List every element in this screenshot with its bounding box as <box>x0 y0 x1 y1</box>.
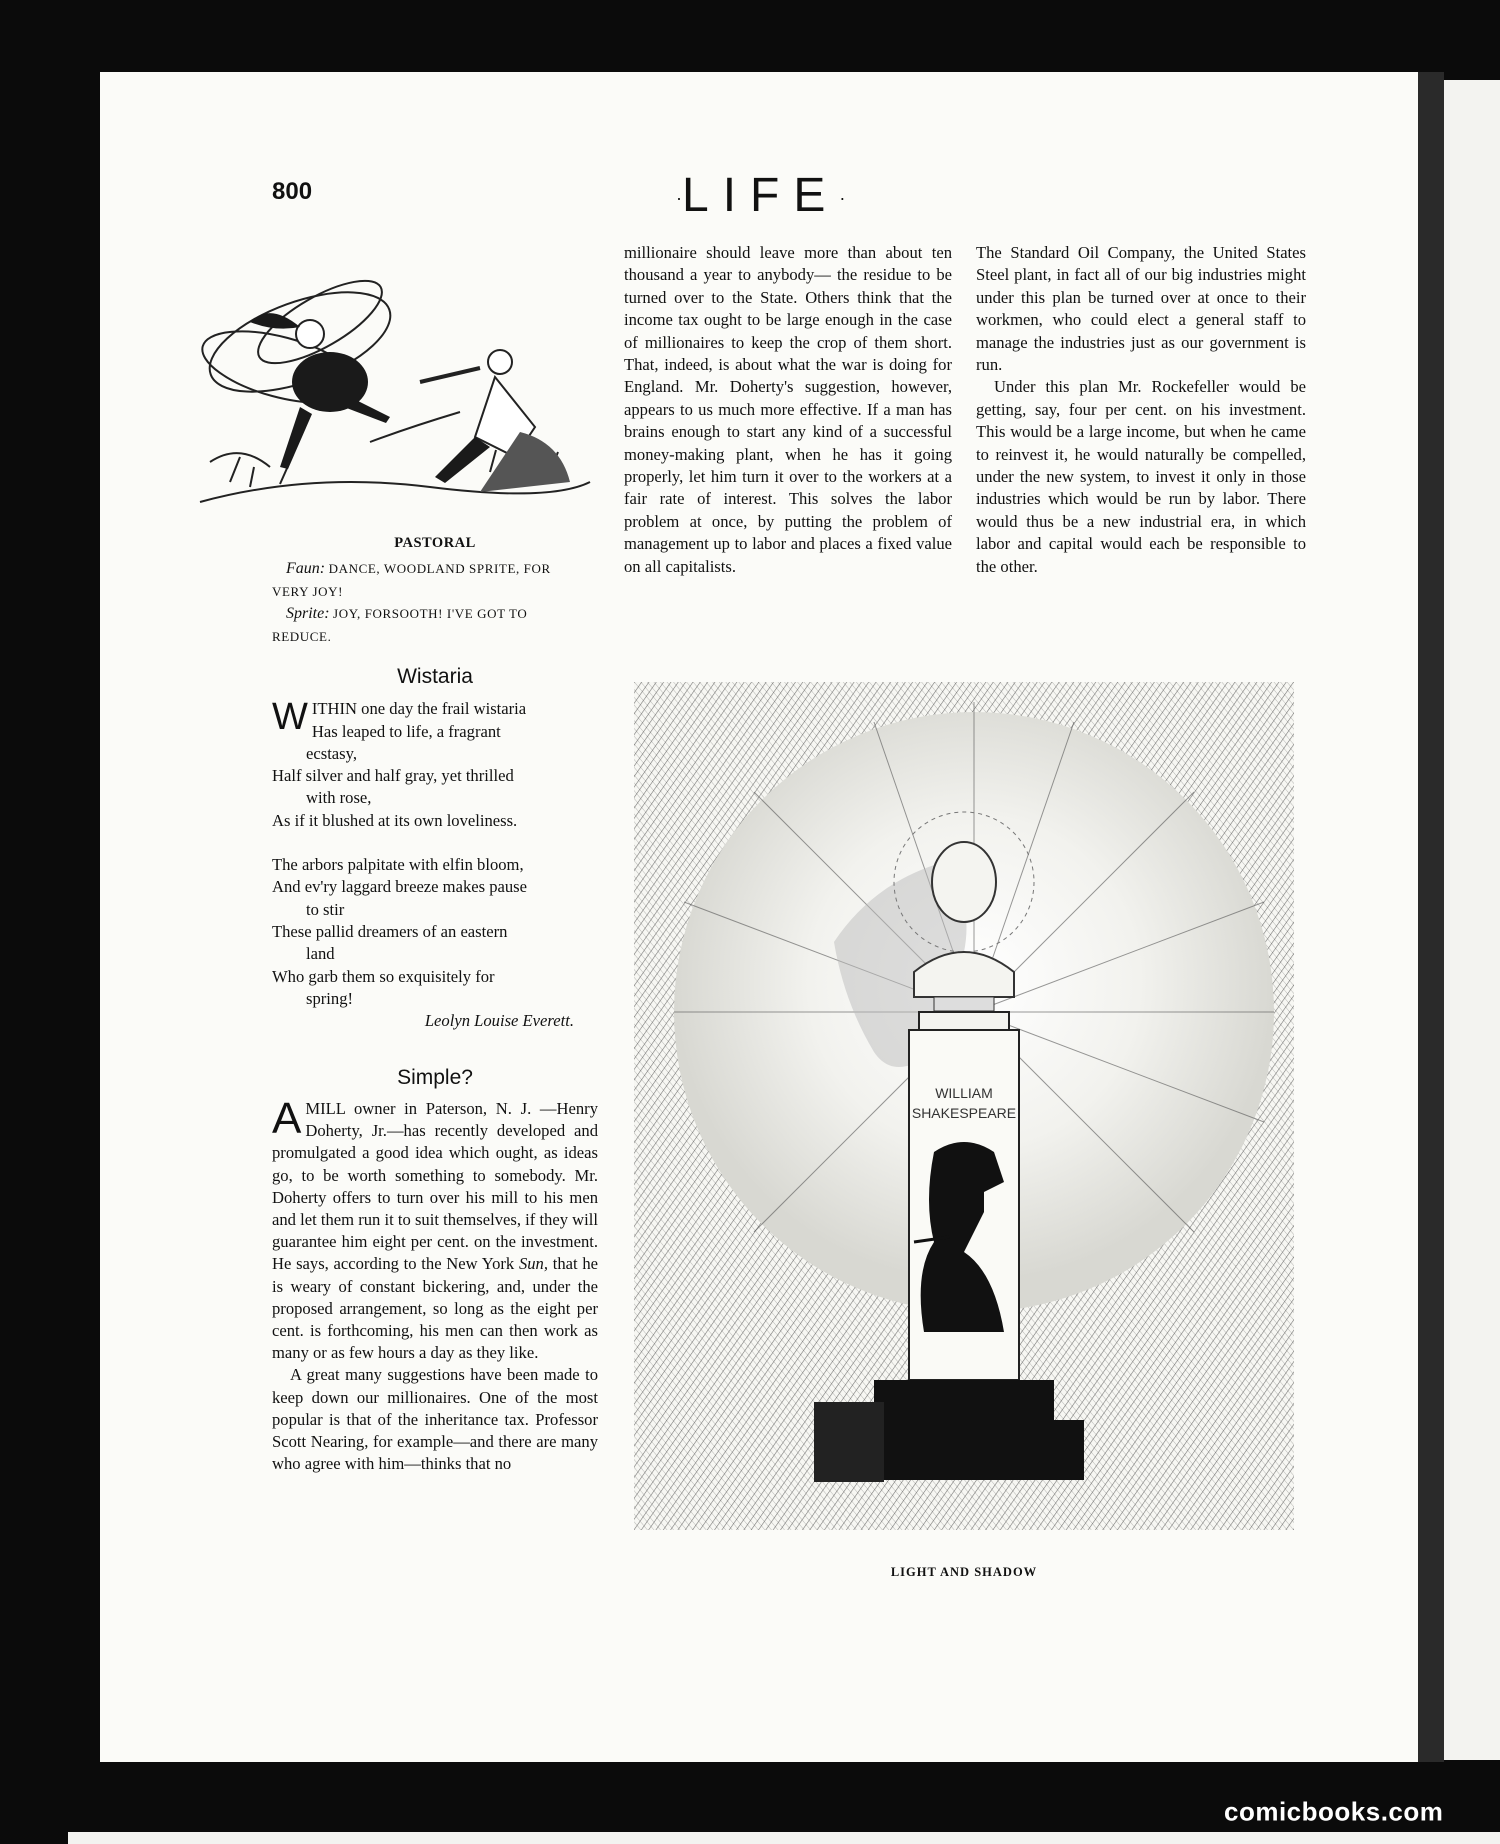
plinth-label-2: SHAKESPEARE <box>911 1105 1017 1121</box>
poem-line: WITHIN one day the frail wistaria <box>272 696 527 739</box>
poem-line: As if it blushed at its own loveliness. <box>272 810 518 830</box>
pastoral-sprite-line <box>272 603 598 626</box>
column-3-text <box>976 242 1306 578</box>
dropcap-w: W <box>272 696 308 739</box>
watermark: comicbooks.com <box>1224 1796 1444 1827</box>
light-and-shadow-cartoon <box>634 682 1294 1530</box>
dropcap-a: A <box>272 1094 302 1143</box>
wistaria-poem <box>272 666 598 1032</box>
poem-line: Half silver and half gray, yet thrilled <box>272 766 514 786</box>
masthead-title: LIFE <box>682 169 840 222</box>
pastoral-caption-title: PASTORAL <box>394 535 476 551</box>
faun-figure <box>420 350 570 492</box>
poem-line: with rose, <box>306 788 372 808</box>
poem-author: Leolyn Louise Everett. <box>424 1011 574 1031</box>
column-2-text: millionaire should leave more than about ten thousand a year to anybody— the residue to be turned over to the State. Others think that the income tax ought to be large enough in the case of millionaires to keep the crop of them short. That, indeed, is about what the war is doing for England. Mr. Doherty's suggestion, however, appears to us much more effective. If a man has brains enough to start any kind of a successful money-making plant, when he has it going properly, let him turn it over to the workers at a fair rate of interest. This solves the labor problem at once, by putting the problem of management up to labor and places a fixed value on all capitalists. <box>624 243 952 576</box>
simple-paragraph-2: A great many suggestions have been made to keep down our millionaires. One of the most popular is that of the inheritance tax. Professor Scott Nearing, for example—and there are many who agree with him—thinks that no <box>272 1365 598 1474</box>
simple-paragraph-1: AMILL owner in Paterson, N. J. —Henry Doherty, Jr.—has recently developed and promulgated a good idea which ought, as ideas go, to be worth something to somebody. Mr. Doherty offers to turn over his mill to his men and let them run it to suit themselves, if they will guarantee him eight per cent. on the investment. He says, according to the New York Sun, that he is weary of constant bickering, and, under the proposed arrangement, so long as the eight per cent. is forthcoming, his men can then work as many or as few hours a day as they like. <box>272 1094 598 1363</box>
plinth-label-1: WILLIAM <box>935 1085 993 1101</box>
next-page-edge <box>1444 80 1500 1760</box>
masthead-dot-right: · <box>839 187 846 208</box>
poem-line: These pallid dreamers of an eastern <box>272 921 508 941</box>
simple-heading: Simple? <box>397 1066 473 1089</box>
masthead-dot-left: · <box>676 187 682 208</box>
faun-speaker: Faun: <box>286 560 326 577</box>
faun-text: DANCE, WOODLAND SPRITE, FOR <box>328 561 551 576</box>
sprite-text-cont: REDUCE. <box>272 629 332 644</box>
pastoral-caption <box>272 558 598 648</box>
poem-line: spring! <box>306 988 354 1008</box>
cartoon-caption: LIGHT AND SHADOW <box>890 1565 1038 1579</box>
col3-paragraph-2: Under this plan Mr. Rockefeller would be getting, say, four per cent. on his investment. This would be a large income, but when he came to reinvest it, he would naturally be compelled, under the new system, to invest it only in those industries which would be run by labor. There would thus be a new industrial era, in which labor and capital would each be responsible to the other. <box>976 377 1306 576</box>
simple-article <box>272 1066 598 1475</box>
sprite-speaker: Sprite: <box>286 605 330 622</box>
poem-line: ecstasy, <box>306 743 357 763</box>
poem-line: land <box>306 944 335 964</box>
binding-shadow <box>1418 72 1444 1762</box>
masthead <box>676 168 845 223</box>
pastoral-faun-line <box>272 558 598 581</box>
col3-paragraph-1: The Standard Oil Company, the United States Steel plant, in fact all of our big industries might under this plan be turned over at once to their workmen, who could elect a general staff to manage the industries just as our government is run. <box>976 243 1306 375</box>
pastoral-illustration <box>190 272 594 520</box>
simple-body <box>272 1094 598 1475</box>
faun-text-cont: VERY JOY! <box>272 584 344 599</box>
page-bottom-edge <box>68 1832 1500 1844</box>
sprite-text: JOY, FORSOOTH! I'VE GOT TO <box>333 606 528 621</box>
poem-line: to stir <box>306 899 345 919</box>
poem-line: The arbors palpitate with elfin bloom, <box>272 855 524 875</box>
poem-line: Who garb them so exquisitely for <box>272 966 495 986</box>
poem-line: And ev'ry laggard breeze makes pause <box>272 877 528 897</box>
wistaria-heading: Wistaria <box>397 665 473 688</box>
page-number: 800 <box>272 178 313 205</box>
poem-line: Has leaped to life, a fragrant <box>311 721 501 741</box>
